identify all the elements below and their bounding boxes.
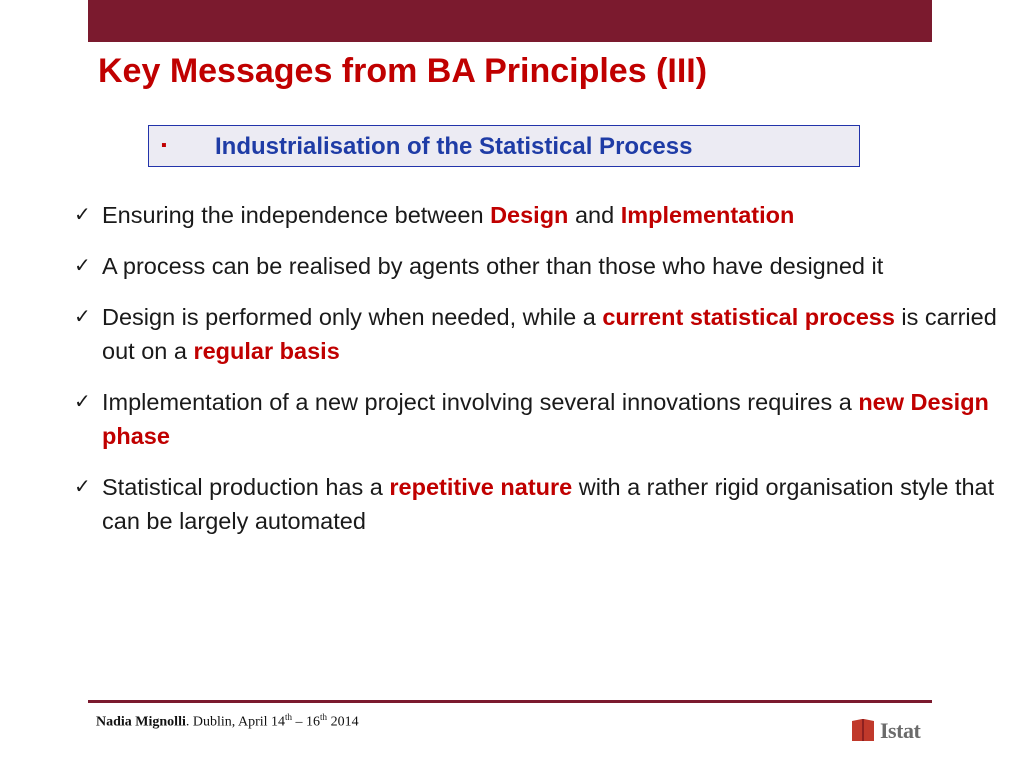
subtitle-text: Industrialisation of the Statistical Process — [215, 133, 693, 160]
footer-credit: Nadia Mignolli. Dublin, April 14th – 16th 2014 — [96, 712, 359, 730]
footer-divider — [88, 700, 932, 703]
square-bullet-icon: ▪ — [161, 137, 167, 154]
header-accent-bar — [88, 0, 932, 42]
checkmark-icon: ✓ — [74, 306, 91, 328]
checkmark-icon: ✓ — [74, 255, 91, 277]
istat-logo — [850, 717, 934, 745]
checkmark-icon: ✓ — [74, 204, 91, 226]
bullet-text: Design is performed only when needed, while a current statistical process is carried out on a regular basis — [102, 304, 997, 364]
slide-title: Key Messages from BA Principles (III) — [98, 52, 708, 90]
author-name: Nadia Mignolli — [96, 714, 186, 730]
list-item — [74, 249, 1004, 283]
checkmark-icon: ✓ — [74, 391, 91, 413]
bullet-text: A process can be realised by agents other than those who have designed it — [102, 253, 884, 279]
bullet-text: Ensuring the independence between Design and Implementation — [102, 202, 795, 228]
logo-text: Istat — [880, 718, 921, 743]
list-item — [74, 470, 1004, 538]
bullet-text: Implementation of a new project involving several innovations requires a new Design phase — [102, 389, 989, 449]
checkmark-icon: ✓ — [74, 476, 91, 498]
list-item — [74, 385, 1004, 453]
bullet-text: Statistical production has a repetitive nature with a rather rigid organisation style that can be largely automated — [102, 474, 995, 534]
subtitle-box — [148, 125, 860, 167]
bullet-list — [74, 198, 1004, 555]
list-item — [74, 300, 1004, 368]
list-item — [74, 198, 1004, 232]
istat-logo-icon — [850, 717, 878, 743]
